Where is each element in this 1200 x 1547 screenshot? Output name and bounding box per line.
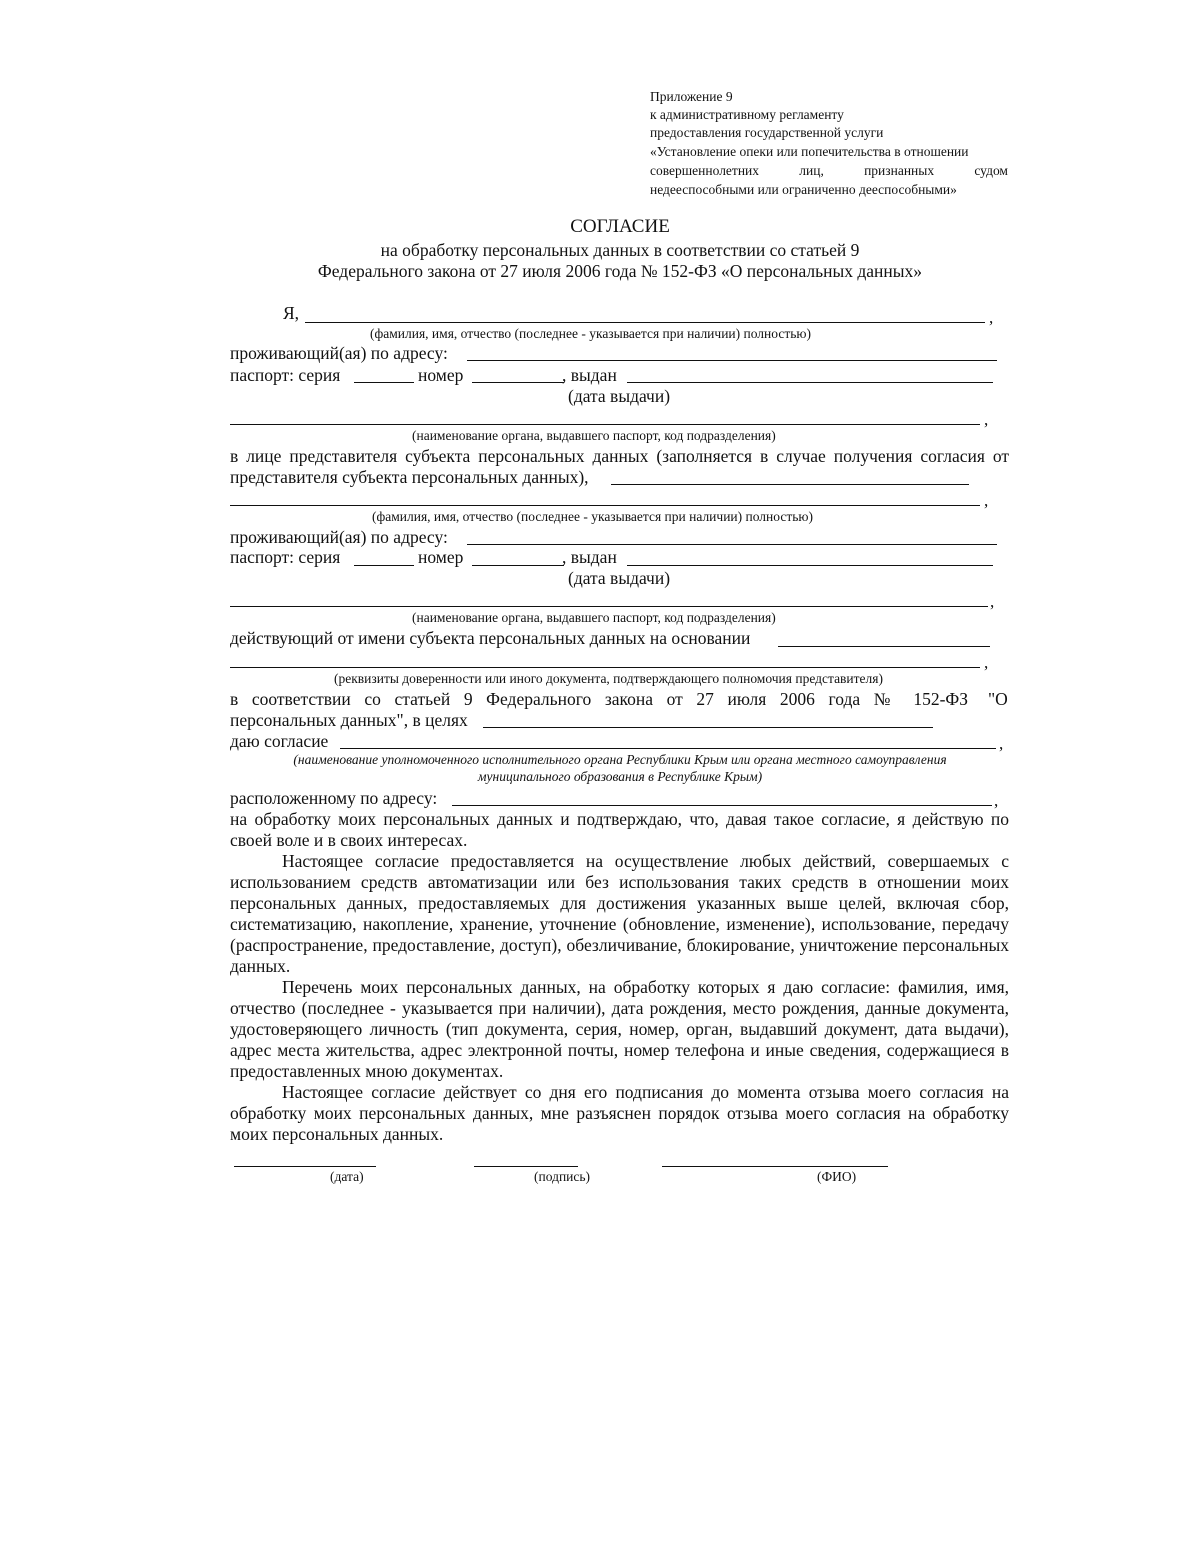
- comma: ,: [984, 491, 989, 510]
- issue-date-caption: (дата выдачи): [568, 568, 671, 588]
- ya-label: Я,: [283, 303, 300, 323]
- appendix-word: признанных: [864, 163, 935, 178]
- appendix-word: совершеннолетних: [650, 163, 760, 178]
- appendix-line: «Установление опеки или попечительства в отношении: [650, 144, 969, 159]
- paragraph-data-list: Перечень моих персональных данных, на обработку которых я даю согласие: фамилия, имя, отчество (последнее - указывается при наличии), дата рождения, место рождения, данные документа, удостоверяющего личность (тип документа, серия, номер, орган, выдавший документ, дата выдачи), адрес места жительства, адрес электронной почты, номер телефона и иные сведения, содержащиеся в предоставленных мною документах.: [230, 977, 1009, 1081]
- representative-text: представителя субъекта персональных данных),: [230, 467, 589, 487]
- appendix-word: судом: [974, 163, 1008, 178]
- document-subtitle: Федерального закона от 27 июля 2006 года № 152-ФЗ «О персональных данных»: [317, 261, 923, 281]
- basis-field[interactable]: [778, 646, 990, 647]
- located-label: расположенному по адресу:: [230, 788, 438, 808]
- subject-address-field[interactable]: [467, 360, 997, 361]
- passport-issued-field[interactable]: [627, 382, 993, 383]
- fio-caption: (фамилия, имя, отчество (последнее - указывается при наличии) полностью): [370, 326, 811, 341]
- purpose-field[interactable]: [483, 727, 933, 728]
- body-text: на обработку моих персональных данных и подтверждаю, что, давая такое согласие, я действую по: [230, 809, 1009, 829]
- passport-series-field[interactable]: [354, 565, 414, 566]
- document-title: СОГЛАСИЕ: [570, 216, 670, 237]
- passport-number-field[interactable]: [472, 382, 564, 383]
- comma: ,: [999, 734, 1004, 753]
- passport-issued-label: , выдан: [562, 365, 617, 385]
- appendix-line: к административному регламенту: [650, 107, 844, 122]
- acting-basis-text: действующий от имени субъекта персональных данных на основании: [230, 628, 751, 648]
- comma: ,: [994, 791, 999, 810]
- document-subtitle: на обработку персональных данных в соответствии со статьей 9: [380, 240, 860, 260]
- fio-caption: (фамилия, имя, отчество (последнее - указывается при наличии) полностью): [372, 509, 813, 524]
- paragraph-validity: Настоящее согласие действует со дня его подписания до момента отзыва моего согласия на обработку моих персональных данных, мне разъяснен порядок отзыва моего согласия на обработку моих персональных данных.: [230, 1082, 1009, 1144]
- body-paragraph: [230, 851, 1009, 977]
- passport-number-label: номер: [418, 365, 464, 385]
- comma: ,: [989, 308, 994, 327]
- appendix-line: [650, 162, 1008, 180]
- give-consent-label: даю согласие: [230, 731, 329, 751]
- passport-series-label: паспорт: серия: [230, 547, 341, 567]
- comma: ,: [990, 592, 995, 611]
- address-label: проживающий(ая) по адресу:: [230, 527, 448, 547]
- passport-series-label: паспорт: серия: [230, 365, 341, 385]
- appendix-title: Приложение 9: [650, 89, 733, 104]
- appendix-word: лиц,: [799, 163, 824, 178]
- representative-address-field[interactable]: [467, 544, 997, 545]
- proxy-field[interactable]: [230, 667, 980, 668]
- appendix-line: предоставления государственной услуги: [650, 125, 884, 140]
- proxy-caption: (реквизиты доверенности или иного документа, подтверждающего полномочия представителя): [334, 671, 883, 686]
- appendix-line: недееспособными или ограниченно дееспособными»: [650, 182, 957, 197]
- signature-field[interactable]: [474, 1166, 578, 1167]
- comma: ,: [984, 653, 989, 672]
- date-caption: (дата): [330, 1169, 364, 1184]
- date-field[interactable]: [234, 1166, 376, 1167]
- address-label: проживающий(ая) по адресу:: [230, 343, 448, 363]
- subject-fio-field[interactable]: [305, 322, 985, 323]
- fio-caption: (ФИО): [817, 1169, 857, 1184]
- operator-caption: (наименование уполномоченного исполнительного органа Республики Крым или органа местного самоуправления: [293, 752, 947, 767]
- passport-series-field[interactable]: [354, 382, 414, 383]
- passport-issued-label: , выдан: [562, 547, 617, 567]
- issue-date-caption: (дата выдачи): [568, 386, 671, 406]
- representative-text: в лице представителя субъекта персональных данных (заполняется в случае получения согласия от: [230, 446, 1009, 466]
- authority-caption: (наименование органа, выдавшего паспорт, код подразделения): [412, 610, 776, 625]
- body-paragraph: [230, 977, 1009, 1082]
- comma: ,: [984, 410, 989, 429]
- purpose-label: персональных данных", в целях: [230, 710, 468, 730]
- law-text: в соответствии со статьей 9 Федерального закона от 27 июля 2006 года № 152-ФЗ: [230, 689, 968, 709]
- passport-issued-field[interactable]: [627, 565, 993, 566]
- authority-caption: (наименование органа, выдавшего паспорт, код подразделения): [412, 428, 776, 443]
- passport-authority-field[interactable]: [230, 606, 988, 607]
- fio-field[interactable]: [662, 1166, 888, 1167]
- paragraph-actions: Настоящее согласие предоставляется на осуществление любых действий, совершаемых с использованием средств автоматизации или без использования таких средств в отношении моих персональных данных, предоставляемых для достижения указанных выше целей, включая сбор, систематизацию, накопление, хранение, уточнение (обновление, изменение), использование, передачу (распространение, предоставление, доступ), обезличивание, блокирование, уничтожение персональных данных.: [230, 851, 1009, 976]
- signature-caption: (подпись): [534, 1169, 591, 1184]
- passport-number-field[interactable]: [472, 565, 564, 566]
- operator-address-field[interactable]: [452, 805, 992, 806]
- operator-caption: муниципального образования в Республике Крым): [477, 769, 763, 784]
- representative-fio-field[interactable]: [230, 505, 980, 506]
- passport-number-label: номер: [418, 547, 464, 567]
- law-quote: "О: [988, 689, 1008, 709]
- passport-authority-field[interactable]: [230, 424, 980, 425]
- body-text: своей воле и в своих интересах.: [230, 830, 468, 850]
- representative-field[interactable]: [611, 484, 969, 485]
- operator-field[interactable]: [340, 748, 996, 749]
- body-paragraph: [230, 1082, 1009, 1145]
